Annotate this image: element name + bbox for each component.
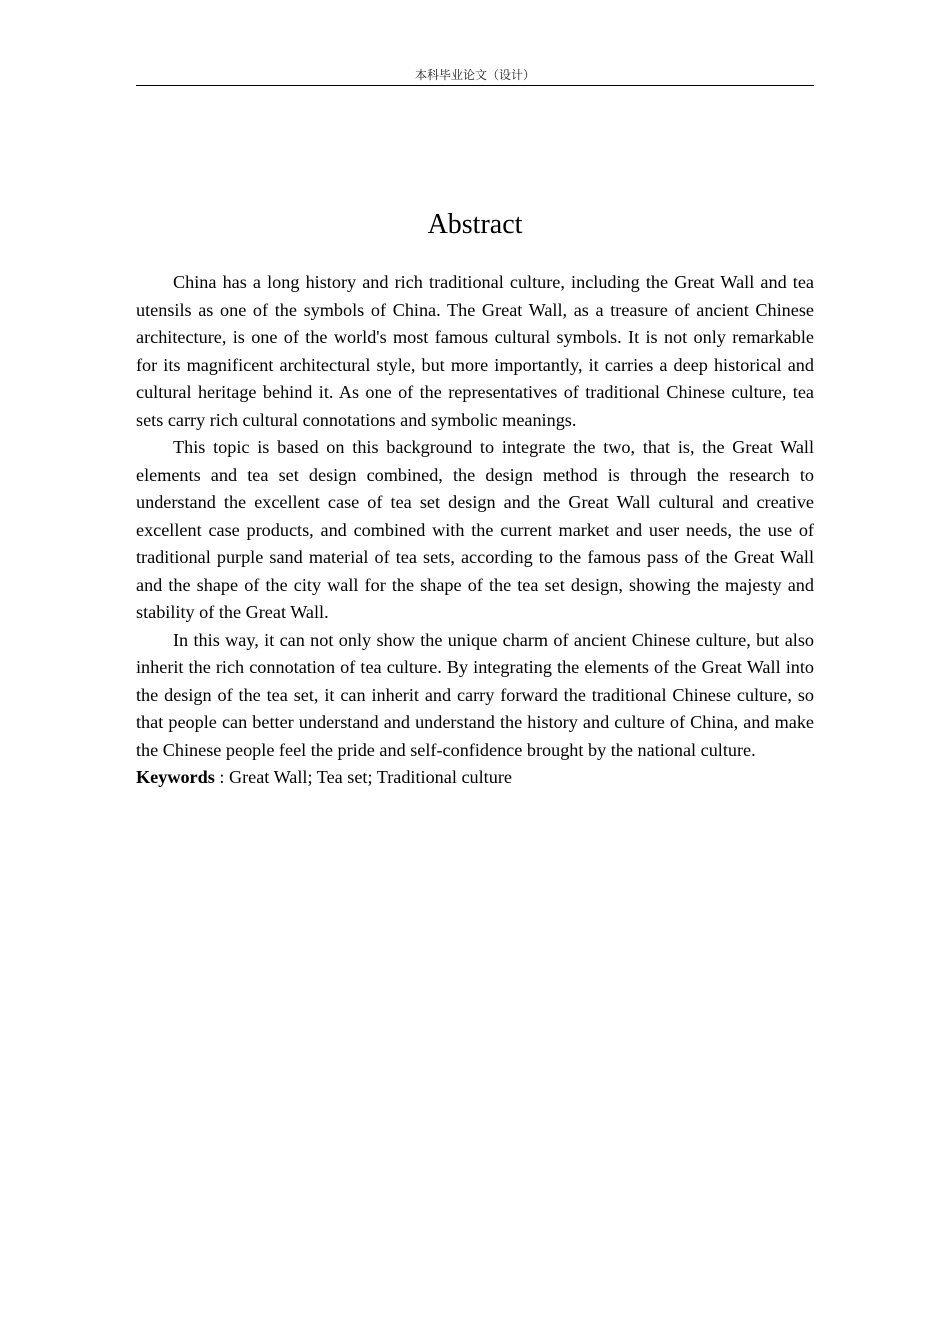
keywords-value: Great Wall; Tea set; Traditional culture (228, 767, 512, 787)
header-rule (136, 85, 814, 86)
abstract-title: Abstract (427, 209, 523, 240)
abstract-paragraph-2: This topic is based on this background to integrate the two, that is, the Great Wall elements and tea set design combined, the design method is through the research to understand the excellent case of tea set design and the Great Wall cultural and creative excellent case products, and combined with the current market and user needs, the use of traditional purple sand material of tea sets, according to the famous pass of the Great Wall and the shape of the city wall for the shape of the tea set design, showing the majesty and stability of the Great Wall. (136, 437, 814, 622)
keywords-separator: : (214, 767, 229, 787)
abstract-paragraph-3: In this way, it can not only show the unique charm of ancient Chinese culture, but also inherit the rich connotation of tea culture. By integrating the elements of the Great Wall into the design of the tea set, it can inherit and carry forward the traditional Chinese culture, so that people can better understand and understand the history and culture of China, and make the Chinese people feel the pride and self-confidence brought by the national culture. (136, 629, 814, 760)
keywords-label: Keywords (136, 767, 215, 787)
abstract-paragraph-1: China has a long history and rich traditional culture, including the Great Wall and tea utensils as one of the symbols of China. The Great Wall, as a treasure of ancient Chinese architecture, is one of the world's most famous cultural symbols. It is not only remarkable for its magnificent architectural style, but more importantly, it carries a deep historical and cultural heritage behind it. As one of the representatives of traditional Chinese culture, tea sets carry rich cultural connotations and symbolic meanings. (136, 272, 814, 430)
abstract-body (136, 269, 814, 792)
keywords-line (136, 764, 814, 792)
running-header: 本科毕业论文（设计） (414, 68, 535, 82)
